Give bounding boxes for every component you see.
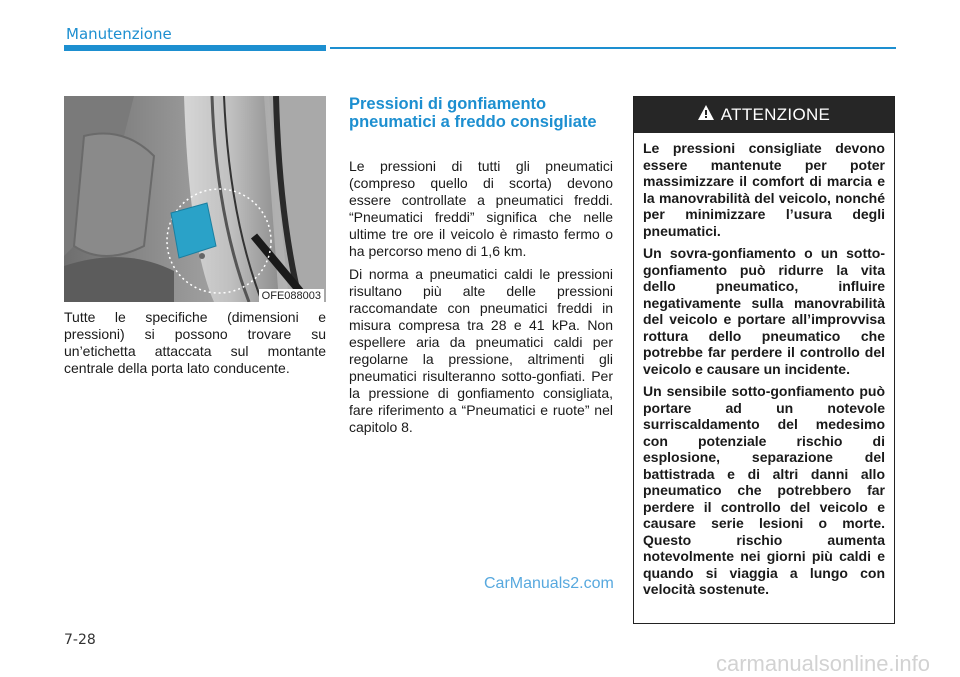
footer-watermark: carmanualsonline.info bbox=[716, 651, 931, 676]
warning-paragraph: Un sovra-gonfiamento o un sotto-gonfiamento può ridurre la vita dello pneumatico, influire negativamente sulla manovrabilità del veicolo e portare all’improvvisa rottura dello pneumatico che potrebbe far perdere il controllo del veicolo e causare un incidente. bbox=[643, 245, 885, 377]
watermark: CarManuals2.com bbox=[484, 575, 614, 592]
warning-paragraph: Le pressioni consigliate devono essere mantenute per poter massimizzare il comfort di marcia e la manovrabilità del veicolo, nonché per minimizzare l’usura degli pneumatici. bbox=[643, 140, 885, 239]
paragraph: Di norma a pneumatici caldi le pressioni risultano più alte delle pressioni raccomandate con pneumatici freddi in misura compresa tra 28 e 41 kPa. Non espellere aria da pneumatici caldi per regolarne la pressione, altrimenti gli pneumatici risulteranno sotto-gonfiati. Per la pressione di gonfiamento consigliata, fare riferimento a “Pneumatici e ruote” nel capitolo 8. bbox=[349, 266, 613, 435]
warning-box bbox=[633, 96, 895, 624]
body-text-label-location: Tutte le specifiche (dimensioni e pressioni) si possono trovare su un’etichetta attaccata sul montante centrale della porta lato conducente. bbox=[64, 309, 326, 376]
figure-code: OFE088003 bbox=[259, 289, 324, 302]
section-heading: Pressioni di gonfiamento pneumatici a freddo consigliate bbox=[349, 95, 597, 131]
page-number: 7-28 bbox=[64, 632, 96, 648]
body-text-cold-pressure bbox=[349, 158, 613, 442]
header-rule-thick bbox=[64, 45, 326, 51]
warning-body bbox=[634, 133, 894, 598]
section-title: Manutenzione bbox=[66, 25, 172, 43]
tire-label-photo bbox=[64, 96, 326, 302]
paragraph: Le pressioni di tutti gli pneumatici (compreso quello di scorta) devono essere controllate a pneumatici freddi. “Pneumatici freddi” significa che nelle ultime tre ore il veicolo è rimasto fermo o ha percorso meno di 1,6 km. bbox=[349, 158, 613, 259]
door-pillar-illustration bbox=[64, 96, 326, 302]
warning-triangle-icon bbox=[698, 105, 714, 125]
warning-title: ATTENZIONE bbox=[720, 105, 831, 124]
warning-header bbox=[634, 97, 894, 133]
warning-paragraph: Un sensibile sotto-gonfiamento può portare ad un notevole surriscaldamento del medesimo con potenziale rischio di esplosione, separazione del battistrada e di altri danni allo pneumatico che potrebbero far perdere il controllo del veicolo e causare serie lesioni o morte. Questo rischio aumenta notevolmente nei giorni più caldi e quando si viaggia a lungo con velocità sostenute. bbox=[643, 383, 885, 597]
header-rule-thin bbox=[330, 47, 896, 49]
